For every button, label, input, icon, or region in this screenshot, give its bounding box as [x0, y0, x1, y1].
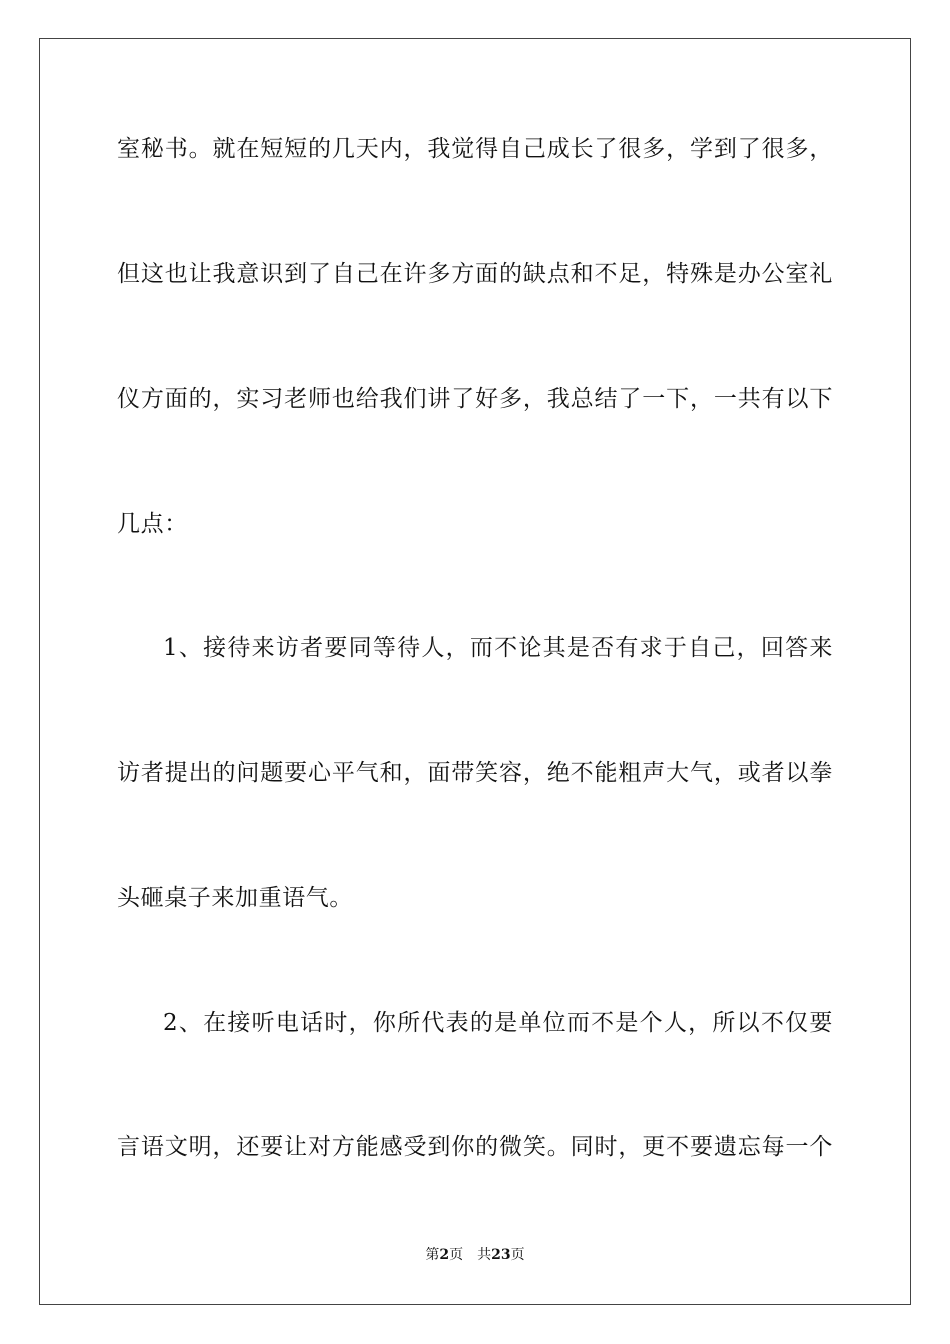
body-text-line: 访者提出的问题要心平气和，面带笑容，绝不能粗声大气，或者以拳	[117, 760, 833, 786]
footer-total-prefix: 共	[477, 1247, 492, 1263]
page-border	[39, 38, 911, 1305]
paragraph-first-line: 2、在接听电话时，你所代表的是单位而不是个人，所以不仅要	[163, 1010, 833, 1036]
body-text-line: 室秘书。就在短短的几天内，我觉得自己成长了很多，学到了很多，	[117, 136, 833, 162]
body-text-line: 言语文明，还要让对方能感受到你的微笑。同时，更不要遗忘每一个	[117, 1134, 833, 1160]
footer-total-pages: 23	[491, 1247, 511, 1263]
footer-total-unit: 页	[510, 1247, 525, 1263]
body-text-line: 头砸桌子来加重语气。	[117, 885, 353, 911]
body-text-line: 但这也让我意识到了自己在许多方面的缺点和不足，特殊是办公室礼	[117, 261, 833, 287]
paragraph-first-line: 1、接待来访者要同等待人，而不论其是否有求于自己，回答来	[163, 635, 833, 661]
page-footer	[0, 1246, 950, 1264]
body-text-line: 几点：	[117, 511, 188, 537]
footer-page-unit: 页	[449, 1247, 464, 1263]
footer-page-number: 2	[439, 1247, 450, 1263]
footer-page-prefix: 第	[425, 1247, 440, 1263]
body-text-line: 仪方面的，实习老师也给我们讲了好多，我总结了一下，一共有以下	[117, 386, 833, 412]
